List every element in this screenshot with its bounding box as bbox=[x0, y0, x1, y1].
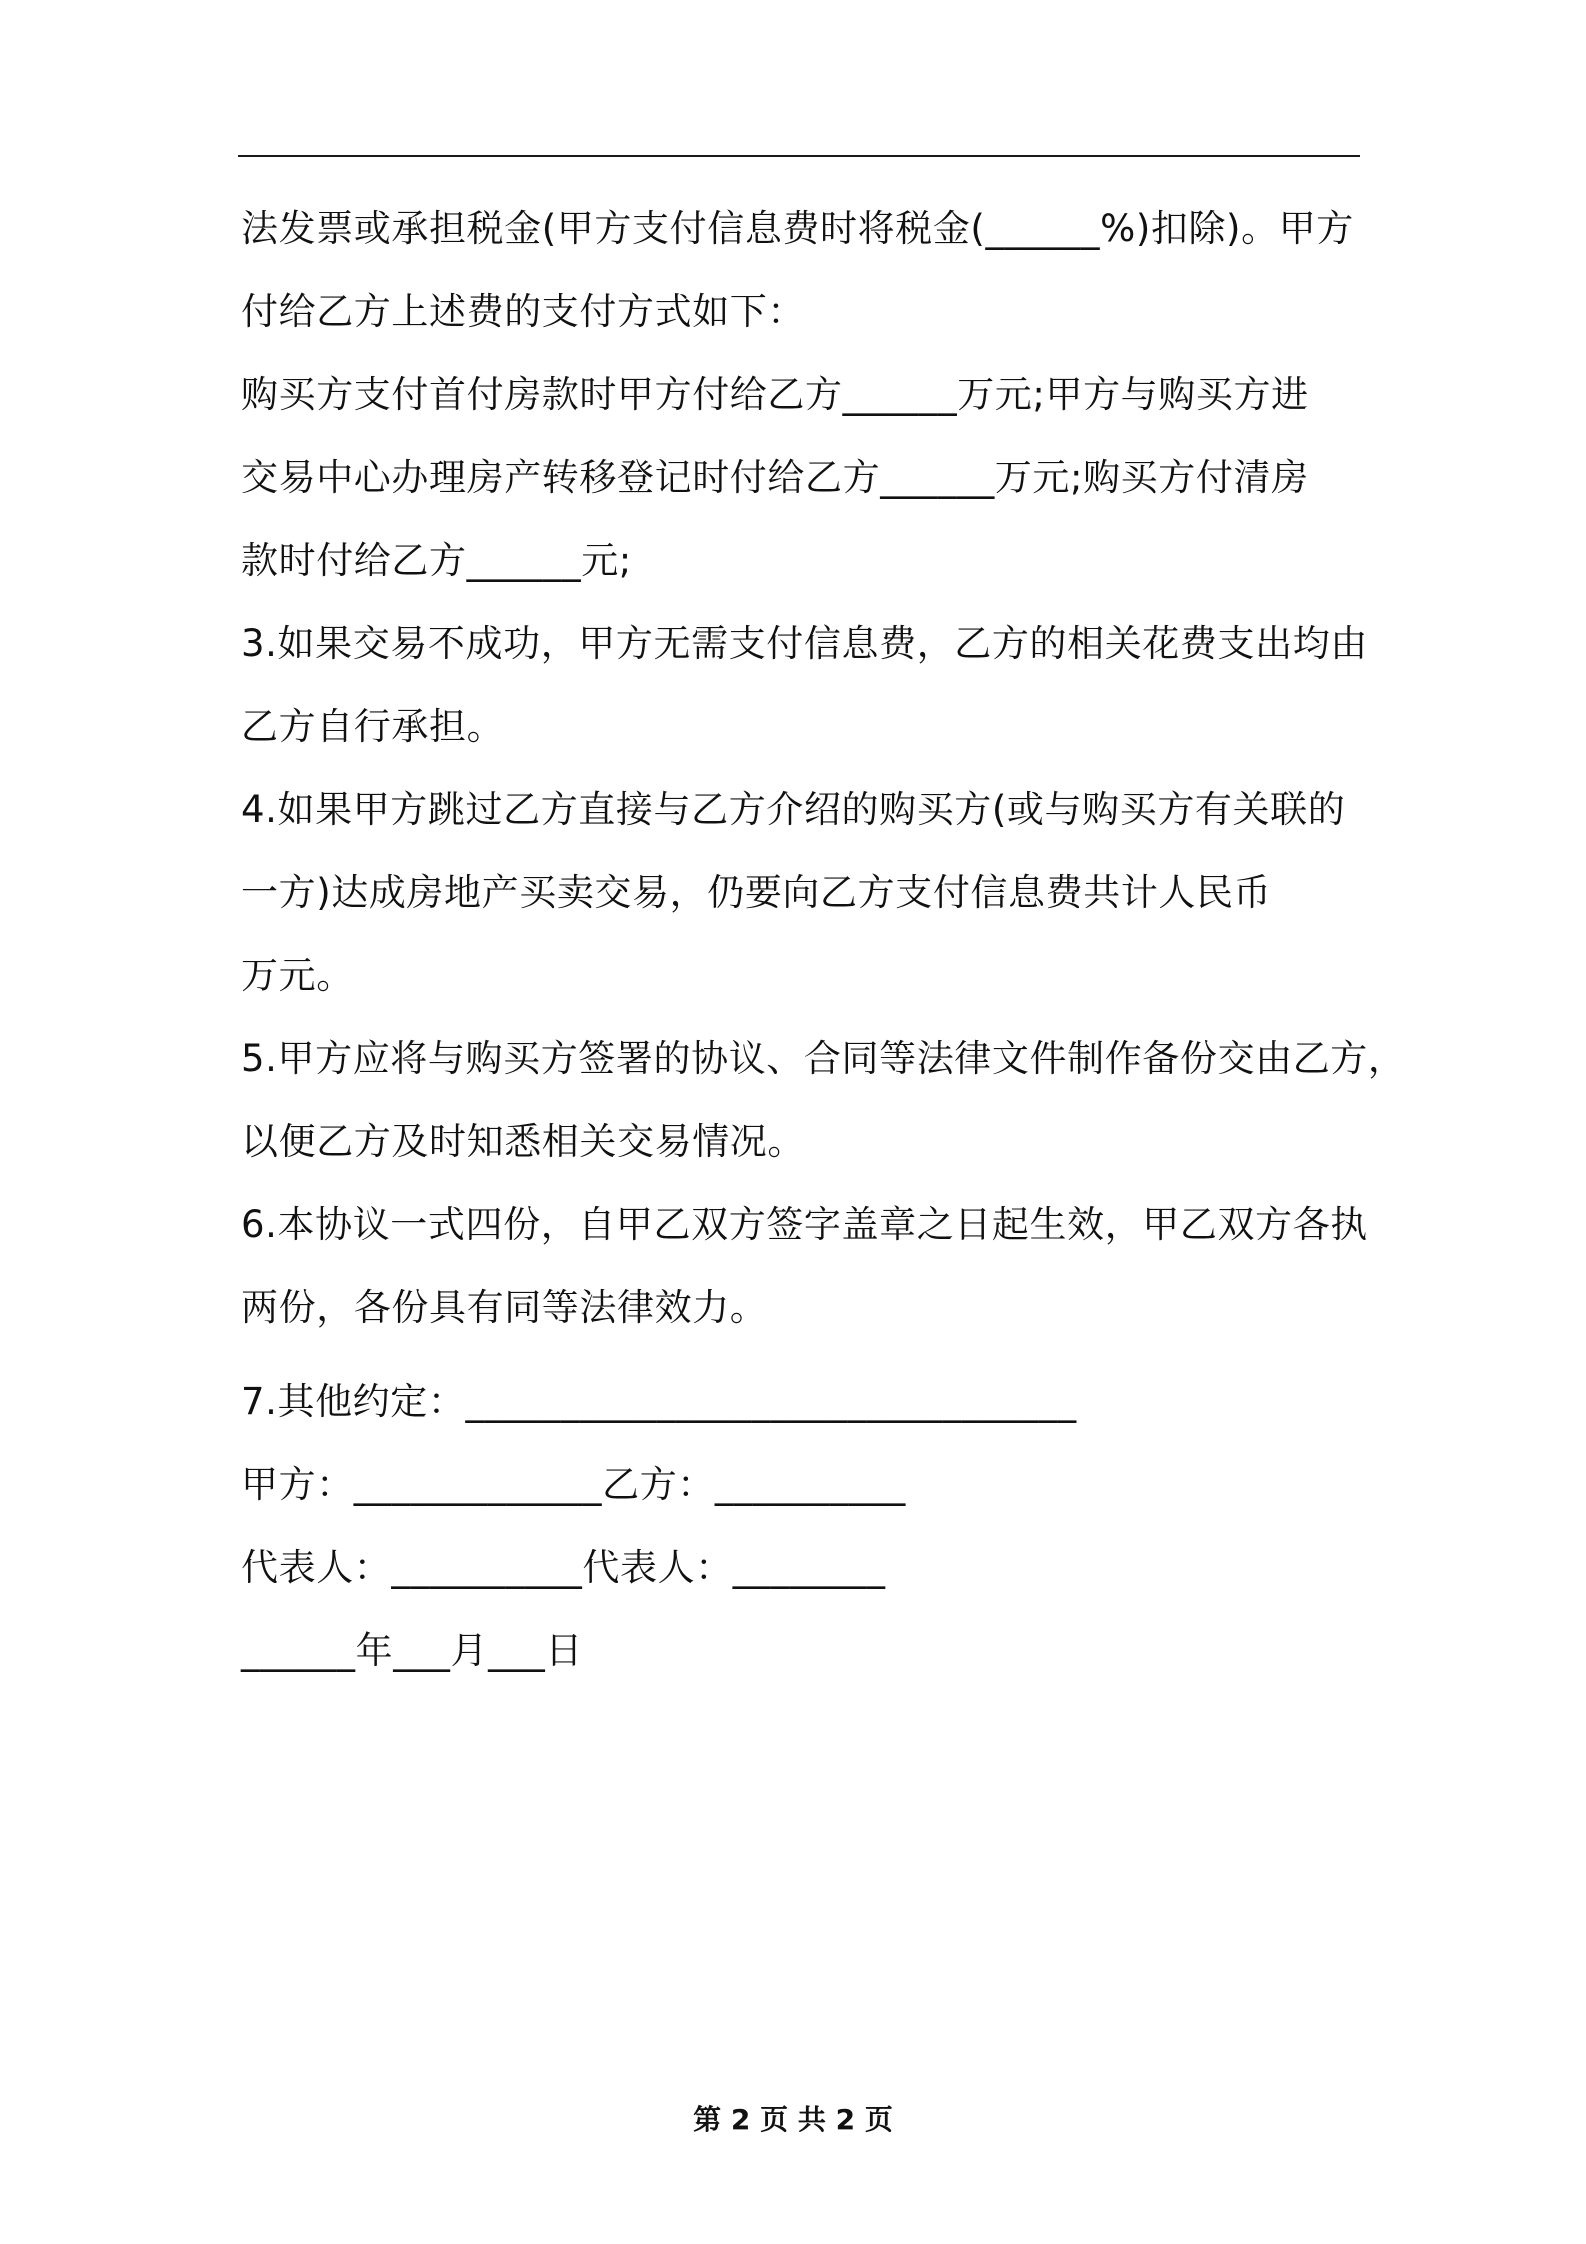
clause-5-line-2: 以便乙方及时知悉相关交易情况。 bbox=[241, 1120, 805, 1163]
clause-6-line-2: 两份，各份具有同等法律效力。 bbox=[241, 1286, 768, 1329]
text-line-4: 交易中心办理房产转移登记时付给乙方______万元;购买方付清房 bbox=[241, 456, 1309, 499]
text-line-3: 购买方支付首付房款时甲方付给乙方______万元;甲方与购买方进 bbox=[241, 373, 1309, 416]
text-line-5: 款时付给乙方______元; bbox=[241, 539, 632, 582]
header-rule bbox=[238, 155, 1360, 157]
clause-4-line-2: 一方)达成房地产买卖交易，仍要向乙方支付信息费共计人民币 bbox=[241, 871, 1272, 914]
clause-3-line-1: 3.如果交易不成功，甲方无需支付信息费，乙方的相关花费支出均由 bbox=[241, 622, 1368, 665]
clause-4-line-3: 万元。 bbox=[241, 954, 354, 997]
party-signature-line: 甲方：_____________乙方：__________ bbox=[241, 1463, 906, 1506]
clause-7-other-agreement: 7.其他约定：________________________________ bbox=[241, 1380, 1077, 1423]
text-line-2: 付给乙方上述费的支付方式如下： bbox=[241, 290, 805, 333]
clause-4-line-1: 4.如果甲方跳过乙方直接与乙方介绍的购买方(或与购买方有关联的 bbox=[241, 788, 1346, 831]
clause-5-line-1: 5.甲方应将与购买方签署的协议、合同等法律文件制作备份交由乙方， bbox=[241, 1037, 1406, 1080]
representative-signature-line: 代表人：__________代表人：________ bbox=[241, 1546, 886, 1589]
text-line-1: 法发票或承担税金(甲方支付信息费时将税金(______%)扣除)。甲方 bbox=[241, 207, 1354, 250]
date-line: ______年___月___日 bbox=[241, 1629, 583, 1672]
page-number: 第 2 页 共 2 页 bbox=[693, 2103, 893, 2136]
clause-6-line-1: 6.本协议一式四份，自甲乙双方签字盖章之日起生效，甲乙双方各执 bbox=[241, 1203, 1368, 1246]
clause-3-line-2: 乙方自行承担。 bbox=[241, 705, 505, 748]
